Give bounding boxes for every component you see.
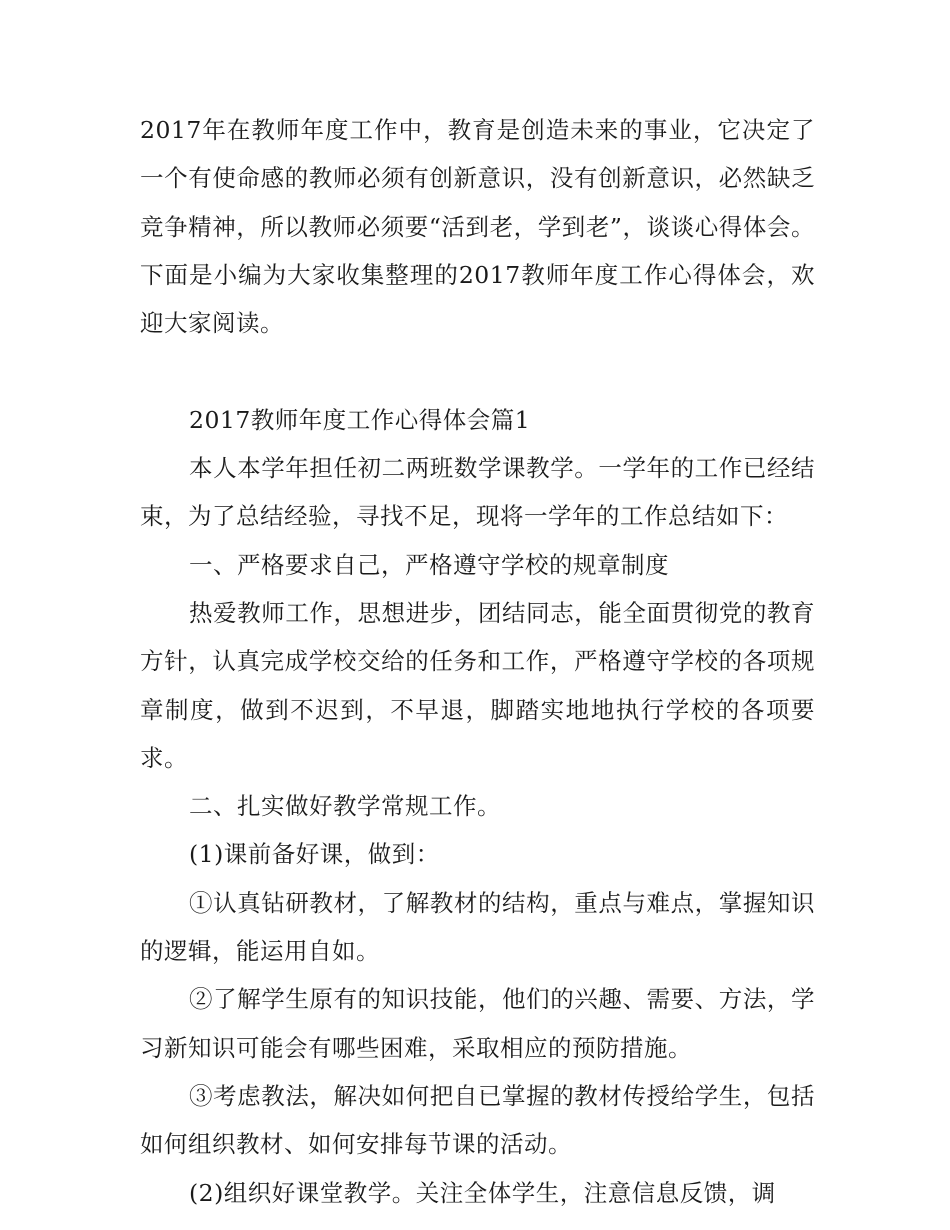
list-item-organize-class: (2)组织好课堂教学。关注全体学生，注意信息反馈，调	[189, 1178, 776, 1207]
list-item-prepare-lessons: (1)课前备好课，做到：	[189, 840, 440, 869]
list-item-study-materials: ①认真钻研教材，了解教材的结构，重点与难点，掌握知识的逻辑，能运用自如。	[140, 888, 815, 966]
paragraph-spacer	[140, 347, 815, 395]
list-item-teaching-methods: ③考虑教法，解决如何把自已掌握的教材传授给学生，包括如何组织教材、如何安排每节课的活动。	[140, 1081, 815, 1159]
list-item-understand-students: ②了解学生原有的知识技能，他们的兴趣、需要、方法，学习新知识可能会有哪些困难，采取相应的预防措施。	[140, 985, 815, 1062]
body-paragraph: 热爱教师工作，思想进步，团结同志，能全面贯彻党的教育方针，认真完成学校交给的任务和工作，严格遵守学校的各项规章制度，做到不迟到，不早退，脚踏实地地执行学校的各项要求。	[140, 598, 815, 772]
intro-paragraph: 2017年在教师年度工作中，教育是创造未来的事业，它决定了一个有使命感的教师必须有创新意识，没有创新意识，必然缺乏竞争精神，所以教师必须要“活到老，学到老”，谈谈心得体会。下面是小编为大家收集整理的2017教师年度工作心得体会，欢迎大家阅读。	[140, 116, 815, 338]
document-body	[140, 106, 815, 1217]
heading-strict-requirements: 一、严格要求自己，严格遵守学校的规章制度	[189, 550, 669, 579]
heading-teaching-routine: 二、扎实做好教学常规工作。	[189, 792, 501, 821]
section-title: 2017教师年度工作心得体会篇1	[189, 405, 531, 434]
body-paragraph: 本人本学年担任初二两班数学课教学。一学年的工作已经结束，为了总结经验，寻找不足，现将一学年的工作总结如下：	[140, 454, 815, 531]
